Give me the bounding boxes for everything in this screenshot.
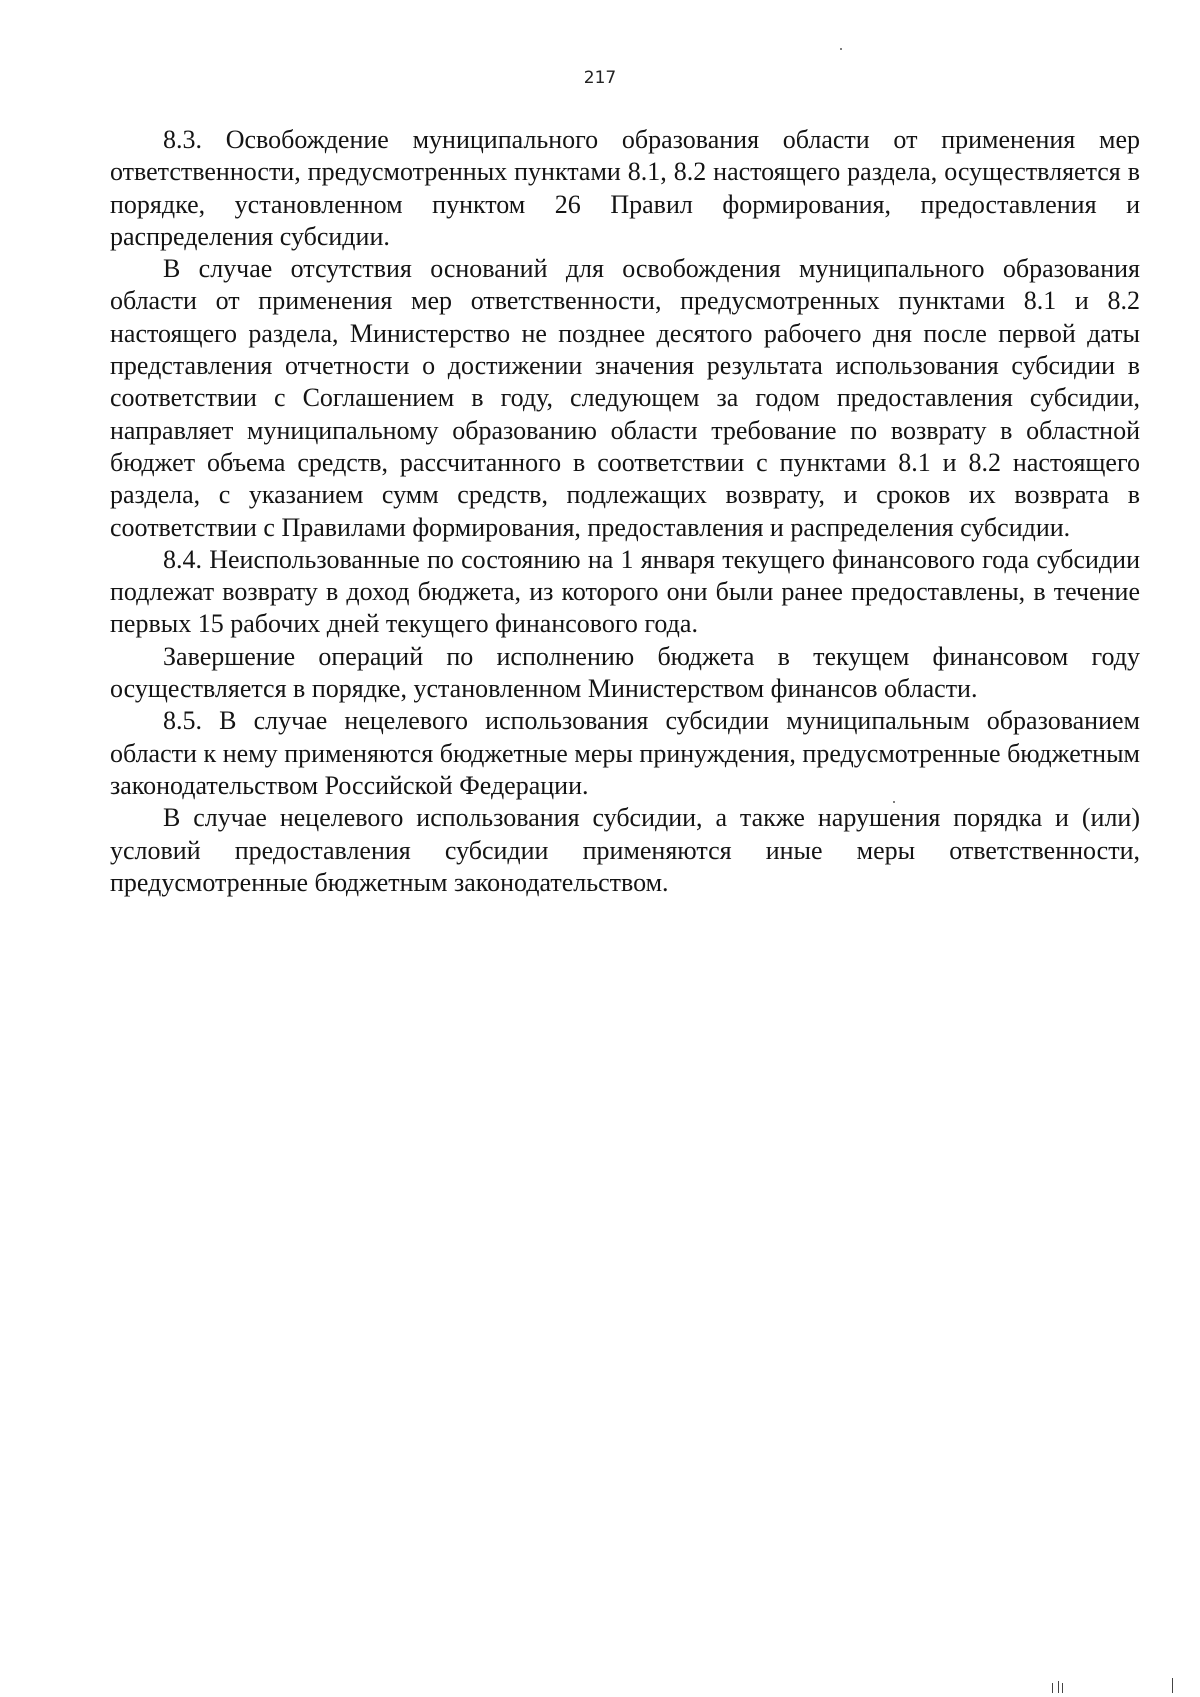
document-body — [110, 124, 1140, 899]
scan-edge-mark — [1172, 1678, 1173, 1693]
paragraph-8-5-continuation: В случае нецелевого использования субсидии, а также нарушения порядка и (или) условий предоставления субсидии применяются иные меры ответственности, предусмотренные бюджетным законодательством. — [110, 803, 1140, 897]
scan-speck — [840, 48, 842, 50]
paragraph-8-3-continuation: В случае отсутствия оснований для освобождения муниципального образования области от применения мер ответственности, предусмотренных пунктами 8.1 и 8.2 настоящего раздела, Министерство не позднее десятого рабочего дня после первой даты представления отчетности о достижении значения результата использования субсидии в соответствии с Соглашением в году, следующем за годом предоставления субсидии, направляет муниципальному образованию области требование по возврату в областной бюджет объема средств, рассчитанного в соответствии с пунктами 8.1 и 8.2 настоящего раздела, с указанием сумм средств, подлежащих возврату, и сроков их возврата в соответствии с Правилами формирования, предоставления и распределения субсидии. — [110, 254, 1140, 542]
scan-speck — [893, 801, 895, 803]
page-number: 217 — [583, 68, 617, 88]
paragraph-8-4-continuation: Завершение операций по исполнению бюджета в текущем финансовом году осуществляется в порядке, установленном Министерством финансов области. — [110, 641, 1140, 704]
paragraph-8-4: 8.4. Неиспользованные по состоянию на 1 января текущего финансового года субсидии подлежат возврату в доход бюджета, из которого они были ранее предоставлены, в течение первых 15 рабочих дней текущего финансового года. — [110, 544, 1140, 639]
paragraph-8-3: 8.3. Освобождение муниципального образования области от применения мер ответственности, предусмотренных пунктами 8.1, 8.2 настоящего раздела, осуществляется в порядке, установленном пунктом 26 Правил формирования, предоставления и распределения субсидии. — [110, 125, 1140, 251]
scan-edge-mark — [1062, 1683, 1063, 1693]
scan-edge-mark — [1052, 1683, 1053, 1693]
paragraph-8-5: 8.5. В случае нецелевого использования субсидии муниципальным образованием области к нему применяются бюджетные меры принуждения, предусмотренные бюджетным законодательством Российской Федерации. — [110, 706, 1140, 800]
scan-edge-mark — [1058, 1681, 1059, 1693]
